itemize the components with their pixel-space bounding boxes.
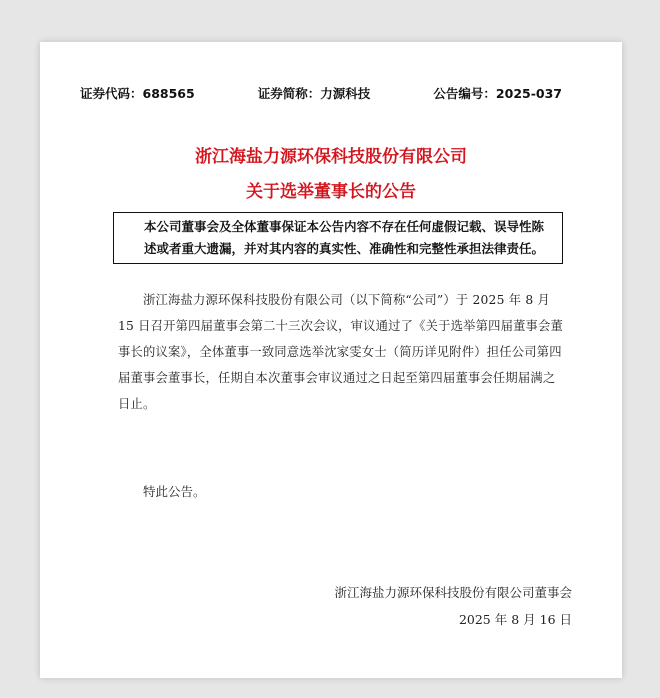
closing-statement: 特此公告。 <box>143 484 206 499</box>
signature-date: 2025 年 8 月 16 日 <box>458 612 572 627</box>
stock-abbreviation: 证券简称：力源科技 <box>257 86 371 101</box>
announcement-number: 公告编号：2025-037 <box>433 86 562 101</box>
body-paragraph: 浙江海盐力源环保科技股份有限公司（以下简称“公司”）于 2025 年 8 月 15 日召开第四届董事会第二十三次会议，审议通过了《关于选举第四届董事会董事长的议案》，全体董事一致同意选举沈家雯女士（简历详见附件）担任公司第四届董事会董事长，任期自本次董事会审议通过之日起至第四届董事会任期届满之日止。 <box>118 293 564 411</box>
stock-code: 证券代码：688565 <box>80 86 195 101</box>
disclaimer-box: 本公司董事会及全体董事保证本公告内容不存在任何虚假记载、误导性陈述或者重大遗漏，并对其内容的真实性、准确性和完整性承担法律责任。 <box>113 212 563 264</box>
announcement-title: 关于选举董事长的公告 <box>246 182 416 202</box>
company-title: 浙江海盐力源环保科技股份有限公司 <box>195 147 467 167</box>
signature-organization: 浙江海盐力源环保科技股份有限公司董事会 <box>334 585 572 600</box>
header-meta-row <box>80 84 562 102</box>
